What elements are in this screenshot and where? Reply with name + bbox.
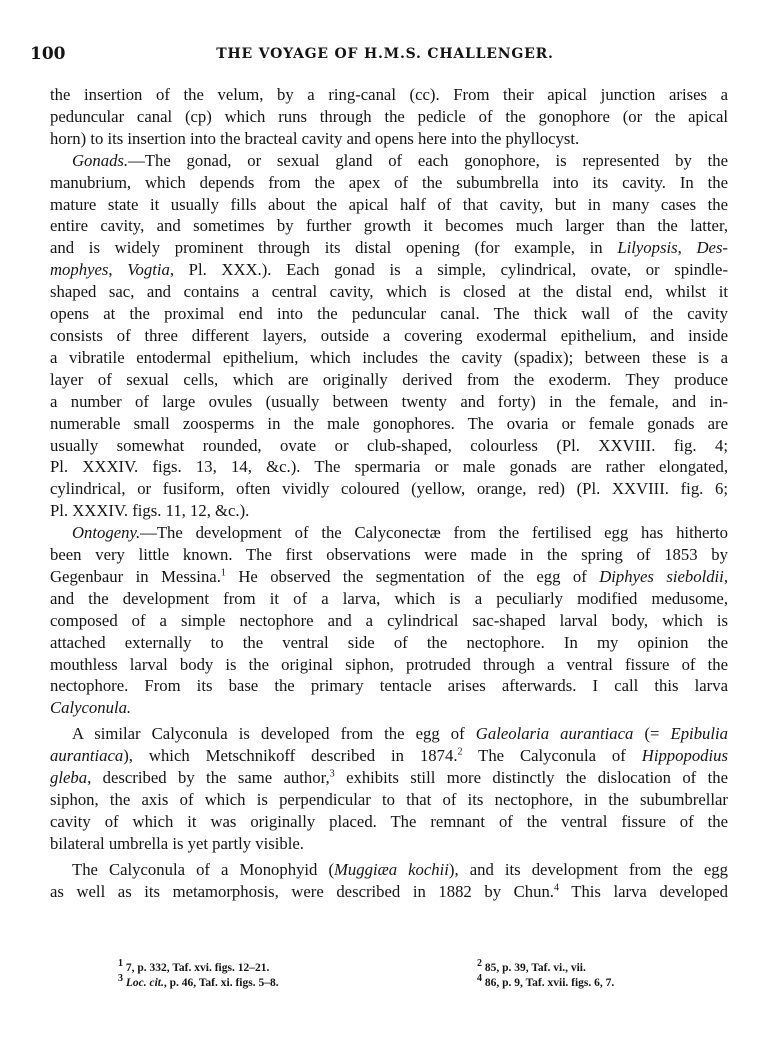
text-line: entire cavity, and sometimes by further growth it becomes much larger than the latter,: [50, 216, 728, 236]
footnote-ref: 4: [553, 882, 559, 894]
text-line: usually somewhat rounded, ovate or club-shaped, colourless (Pl. XXVIII. fig. 4;: [50, 435, 728, 455]
text-line: siphon, the axis of which is perpendicular to that of its nectophore, in the subumbrellar: [50, 790, 728, 809]
text-line: Gegenbaur in Messina.$^1$ He observed the segmentation of the egg of Diphyes sieboldii,: [50, 566, 728, 586]
text-line: Pl. XXXIV. figs. 11, 12, &c.).: [50, 501, 250, 521]
text-line: mouthless larval body is the original siphon, protruded through a ventral fissure of the: [50, 654, 728, 674]
text-line: Calyconula.: [50, 698, 132, 718]
footnote-4: $^4$ 86, p. 9, Taf. xvii. figs. 6, 7.: [477, 973, 615, 989]
text-line: and the development from it of a larva, which is a peculiarly modified medusome,: [50, 588, 728, 608]
text-line: horn) to its insertion into the bracteal cavity and opens here into the phyllocyst.: [50, 128, 580, 148]
footnote-3: $^3$ Loc. cit., p. 46, Taf. xi. figs. 5–8.: [118, 973, 279, 989]
text-line: manubrium, which depends from the apex of the subumbrella into its cavity. In the: [50, 172, 728, 192]
footnote-1: $^1$ 7, p. 332, Taf. xvi. figs. 12–21.: [118, 958, 270, 974]
body-text: [50, 84, 728, 903]
text-line: nectophore. From its base the primary tentacle arises afterwards. I call this larva: [50, 676, 728, 696]
paragraph-velum: [50, 84, 728, 150]
text-line: a number of large ovules (usually between twenty and forty) in the female, and in-: [50, 391, 728, 411]
text-line: bilateral umbrella is yet partly visible.: [50, 833, 304, 853]
page-number: 100: [30, 44, 66, 64]
running-title: THE VOYAGE OF H.M.S. CHALLENGER.: [216, 46, 554, 62]
paragraph-ontogeny: [50, 522, 728, 719]
section-heading-ontogeny: Ontogeny.: [72, 523, 141, 543]
text-line: cylindrical, or fusiform, often vividly coloured (yellow, orange, red) (Pl. XXVIII. fig. 6;: [50, 479, 728, 499]
text-line: as well as its metamorphosis, were described in 1882 by Chun.$^4$ This larva developed: [50, 881, 728, 901]
text-line: aurantiaca), which Metschnikoff described in 1874.$^2$ The Calyconula of Hippopodius: [50, 746, 728, 766]
text-line: a vibratile entodermal epithelium, which includes the cavity (spadix); between these is a: [50, 347, 728, 367]
text-line: opens at the proximal end into the peduncular canal. The thick wall of the cavity: [50, 304, 728, 324]
paragraph-monophyid: [50, 859, 728, 903]
text-line: Gonads.—The gonad, or sexual gland of each gonophore, is represented by the: [72, 150, 728, 170]
text-line: attached externally to the ventral side of the nectophore. In my opinion the: [50, 632, 728, 652]
text-line: been very little known. The first observations were made in the spring of 1853 by: [50, 545, 728, 565]
footnote-ref: 3: [329, 768, 335, 780]
paragraph-similar-calyconula: [50, 723, 728, 854]
section-heading-gonads: Gonads.: [72, 150, 129, 170]
text-line: shaped sac, and contains a central cavity, which is closed at the distal end, whilst it: [50, 282, 728, 302]
page-header: [30, 44, 740, 72]
footnote-ref: 1: [220, 567, 226, 579]
text-line: Pl. XXXIV. figs. 13, 14, &c.). The spermaria or male gonads are rather elongated,: [50, 457, 728, 477]
text-line: mophyes, Vogtia, Pl. XXX.). Each gonad is a simple, cylindrical, ovate, or spindle-: [50, 260, 729, 280]
text-line: the insertion of the velum, by a ring-canal (cc). From their apical junction arises a: [50, 85, 728, 104]
footnotes: [118, 958, 716, 991]
text-line: peduncular canal (cp) which runs through the pedicle of the gonophore (or the apical: [50, 106, 728, 126]
text-line: numerable small zoosperms in the male gonophores. The ovaria or female gonads are: [50, 413, 728, 433]
text-line: gleba, described by the same author,$^3$ exhibits still more distinctly the dislocation of the: [50, 768, 729, 788]
footnote-ref: 2: [457, 746, 463, 758]
text-line: composed of a simple nectophore and a cylindrical sac-shaped larval body, which is: [50, 610, 728, 630]
text-line: and is widely prominent through its distal opening (for example, in Lilyopsis, Des-: [50, 238, 728, 258]
text-line: The Calyconula of a Monophyid (Muggiæa kochii), and its development from the egg: [72, 859, 728, 879]
footnote-2: $^2$ 85, p. 39, Taf. vi., vii.: [477, 958, 586, 974]
text-line: consists of three different layers, outside a covering exodermal epithelium, and inside: [50, 325, 728, 345]
text-line: A similar Calyconula is developed from the egg of Galeolaria aurantiaca (= Epibulia: [72, 724, 728, 744]
paragraph-gonads: [50, 150, 728, 522]
text-line: mature state it usually fills about the apical half of that cavity, but in many cases the: [50, 194, 728, 214]
text-line: layer of sexual cells, which are originally derived from the exoderm. They produce: [50, 369, 728, 389]
text-line: Ontogeny.—The development of the Calyconectæ from the fertilised egg has hitherto: [72, 523, 728, 543]
text-line: cavity of which it was originally placed. The remnant of the ventral fissure of the: [50, 811, 728, 831]
